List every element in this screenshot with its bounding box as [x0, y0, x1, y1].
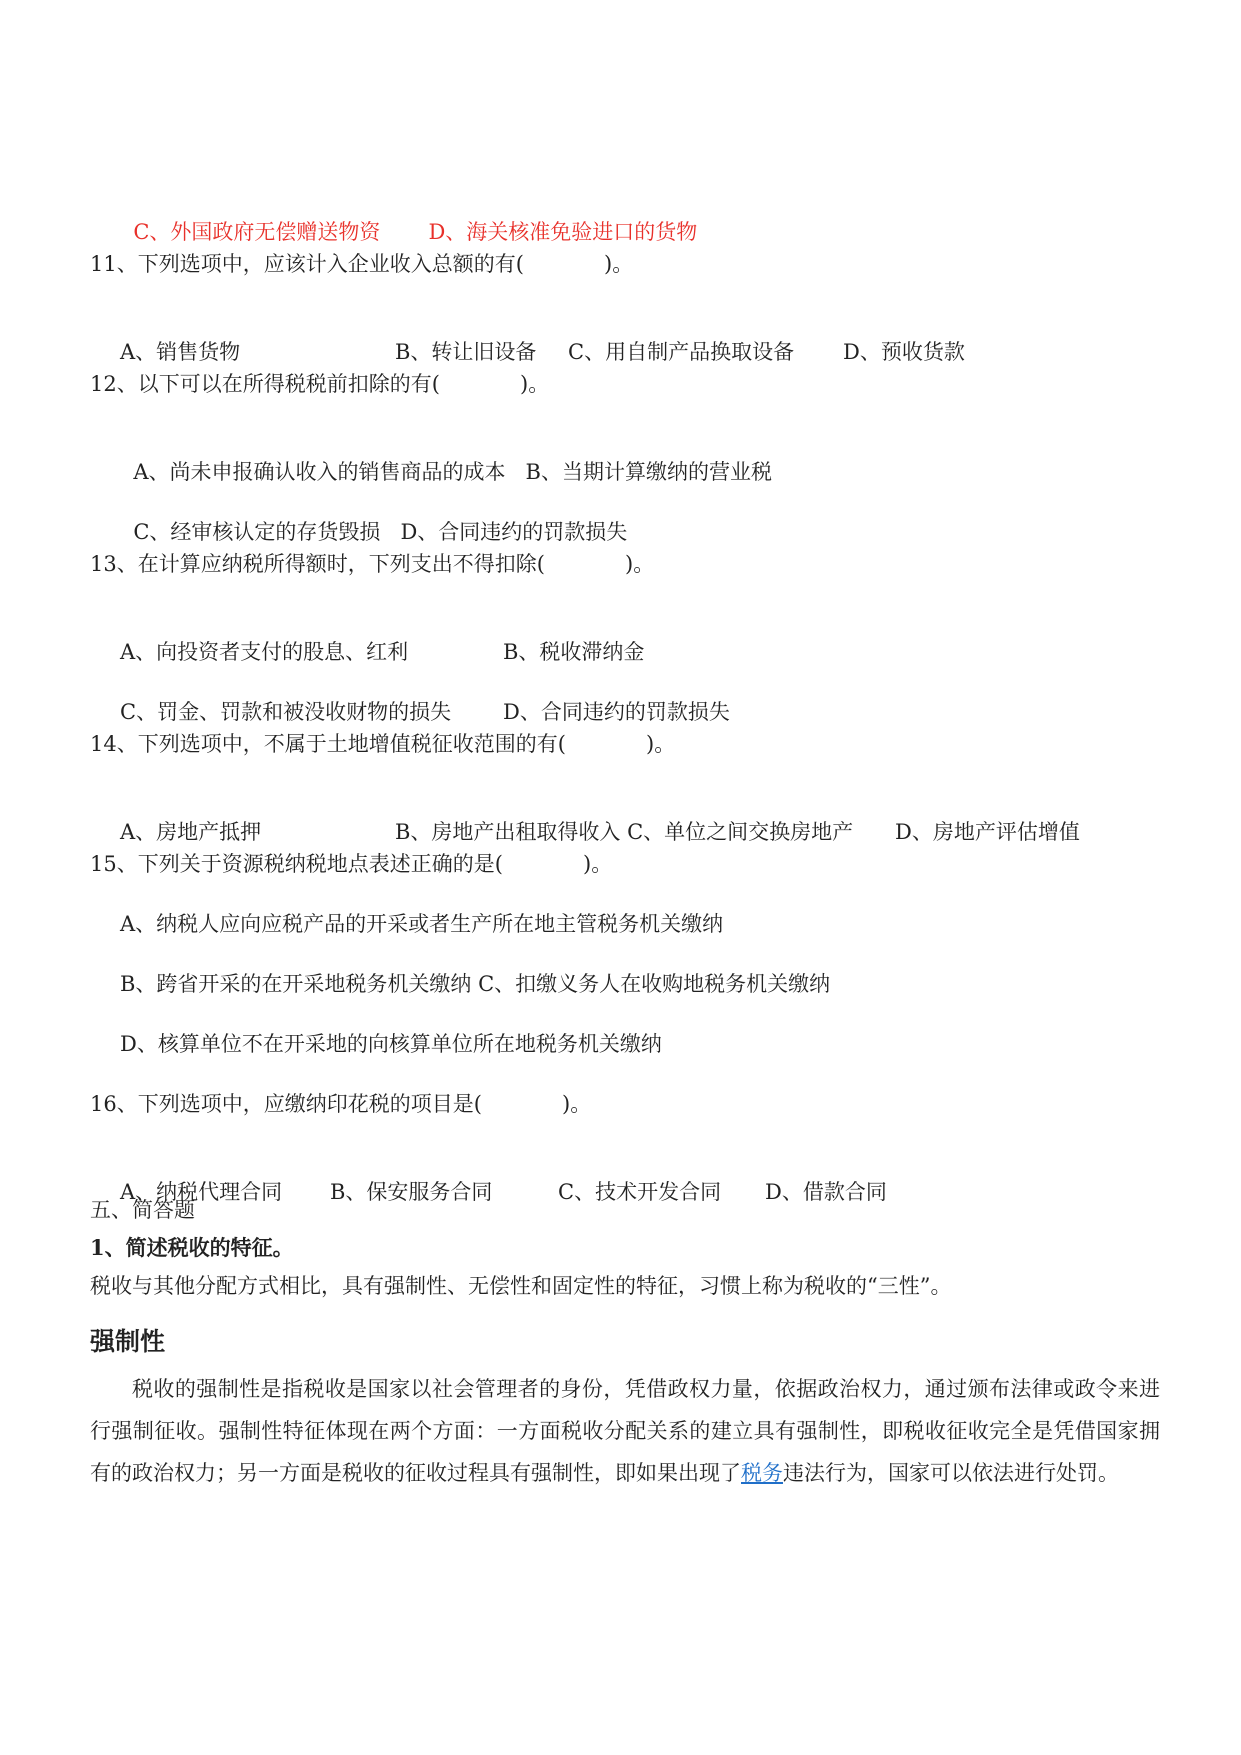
q11-option-d: D、预收货款 [843, 340, 965, 364]
q11-option-c: C、用自制产品换取设备 [568, 340, 795, 364]
q14-option-bc: B、房地产出租取得收入 C、单位之间交换房地产 [395, 820, 854, 844]
q15-option-a: A、纳税人应向应税产品的开采或者生产所在地主管税务机关缴纳 [120, 912, 724, 936]
q11-option-b: B、转让旧设备 [395, 340, 537, 364]
q10-option-c: C、外国政府无偿赠送物资 [133, 220, 381, 244]
q12-options-2 [120, 490, 627, 546]
q14-options [120, 790, 1080, 846]
q13-option-d: D、合同违约的罚款损失 [503, 700, 730, 724]
q12-option-a: A、尚未申报确认收入的销售商品的成本 [133, 460, 506, 484]
q14-option-d: D、房地产评估增值 [895, 820, 1080, 844]
q15-option-bc: B、跨省开采的在开采地税务机关缴纳 C、扣缴义务人在收购地税务机关缴纳 [120, 972, 831, 996]
short-answer-question-1: 1、简述税收的特征。 [90, 1235, 294, 1260]
question-15: 15、下列关于资源税纳税地点表述正确的是( )。 [90, 852, 613, 876]
q10-option-d: D、海关核准免验进口的货物 [428, 220, 698, 244]
q13-option-b: B、税收滞纳金 [503, 640, 645, 664]
tax-link[interactable]: 税务 [741, 1461, 783, 1485]
q12-option-b: B、当期计算缴纳的营业税 [525, 460, 772, 484]
section-heading: 强制性 [90, 1327, 166, 1356]
question-16: 16、下列选项中，应缴纳印花税的项目是( )。 [90, 1092, 592, 1116]
q13-options-1 [120, 610, 645, 666]
q16-option-d: D、借款合同 [765, 1180, 887, 1204]
q16-option-b: B、保安服务合同 [330, 1180, 493, 1204]
q10-options [120, 190, 697, 246]
question-11: 11、下列选项中，应该计入企业收入总额的有( )。 [90, 252, 634, 276]
q12-option-d: D、合同违约的罚款损失 [400, 520, 628, 544]
q14-option-a: A、房地产抵押 [120, 820, 262, 844]
q15-option-d: D、核算单位不在开采地的向核算单位所在地税务机关缴纳 [120, 1032, 662, 1056]
paragraph-text-end: 违法行为，国家可以依法进行处罚。 [783, 1461, 1119, 1485]
intro-paragraph: 税收与其他分配方式相比，具有强制性、无偿性和固定性的特征，习惯上称为税收的“三性”。 [90, 1274, 952, 1298]
paragraph-text: 税收的强制性是指税收是国家以社会管理者的身份，凭借政权力量，依据政治权力，通过颁布法律或政令来进行强制征收。强制性特征体现在两个方面：一方面税收分配关系的建立具有强制性，即税收征收完全是凭借国家拥有的政治权力；另一方面是税收的征收过程具有强制性，即如果出现了 [90, 1377, 1160, 1485]
q13-option-a: A、向投资者支付的股息、红利 [120, 640, 409, 664]
section-title: 五、简答题 [90, 1198, 195, 1222]
q12-option-c: C、经审核认定的存货毁损 [133, 520, 381, 544]
q11-options [120, 310, 965, 366]
question-13: 13、在计算应纳税所得额时，下列支出不得扣除( )。 [90, 552, 655, 576]
q11-option-a: A、销售货物 [120, 340, 241, 364]
q16-option-a: A、纳税代理合同 [120, 1180, 283, 1204]
q13-option-c: C、罚金、罚款和被没收财物的损失 [120, 700, 452, 724]
body-paragraph [90, 1368, 1160, 1494]
question-12: 12、以下可以在所得税税前扣除的有( )。 [90, 372, 550, 396]
q16-option-c: C、技术开发合同 [558, 1180, 722, 1204]
q13-options-2 [120, 670, 730, 726]
question-14: 14、下列选项中，不属于土地增值税征收范围的有( )。 [90, 732, 676, 756]
q12-options-1 [120, 430, 772, 486]
